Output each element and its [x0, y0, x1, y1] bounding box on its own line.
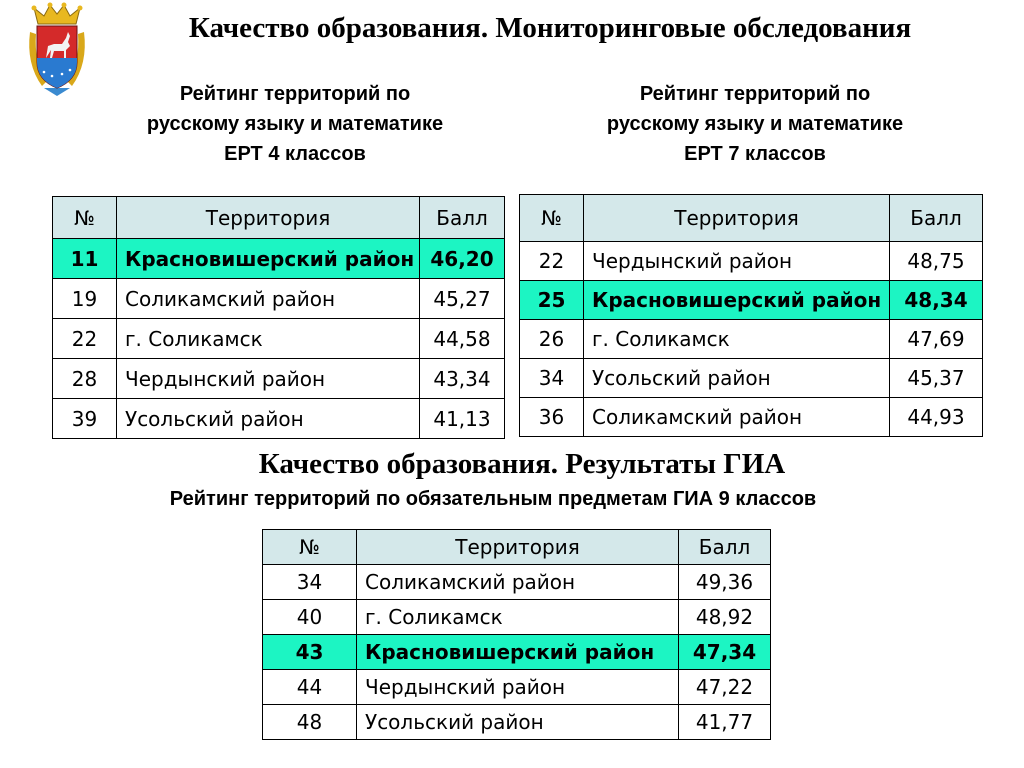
table-row	[520, 320, 983, 359]
table-row	[53, 359, 505, 399]
ept7-title-line: ЕРТ 7 классов	[684, 143, 826, 165]
row-score: 48,34	[890, 281, 983, 320]
row-score: 48,92	[679, 600, 771, 635]
row-number: 19	[53, 279, 117, 319]
row-territory: Усольский район	[584, 359, 890, 398]
row-number: 34	[263, 565, 357, 600]
column-header-territory: Территория	[584, 195, 890, 242]
row-territory: Усольский район	[117, 399, 420, 439]
column-header-score: Балл	[679, 530, 771, 565]
row-number: 40	[263, 600, 357, 635]
table-row	[263, 670, 771, 705]
row-score: 44,93	[890, 398, 983, 437]
row-territory: Красновишерский район	[584, 281, 890, 320]
row-number: 48	[263, 705, 357, 740]
row-territory: г. Соликамск	[357, 600, 679, 635]
row-score: 46,20	[420, 239, 505, 279]
row-territory: Красновишерский район	[117, 239, 420, 279]
row-territory: Соликамский район	[357, 565, 679, 600]
row-number: 11	[53, 239, 117, 279]
table-header-row	[520, 195, 983, 242]
row-number: 39	[53, 399, 117, 439]
row-score: 48,75	[890, 242, 983, 281]
gia-table-body	[263, 565, 771, 740]
row-territory: Соликамский район	[117, 279, 420, 319]
ept4-title	[60, 79, 530, 169]
row-number: 22	[53, 319, 117, 359]
row-territory: Красновишерский район	[357, 635, 679, 670]
column-header-score: Балл	[420, 197, 505, 239]
row-number: 36	[520, 398, 584, 437]
ept7-table-body	[520, 242, 983, 437]
column-header-number: №	[53, 197, 117, 239]
page-title: Качество образования. Мониторинговые обследования	[188, 12, 912, 44]
table-row	[53, 239, 505, 279]
row-number: 25	[520, 281, 584, 320]
table-row	[520, 242, 983, 281]
row-score: 43,34	[420, 359, 505, 399]
row-number: 44	[263, 670, 357, 705]
row-score: 41,77	[679, 705, 771, 740]
gia-rating-table	[262, 529, 771, 740]
table-row	[53, 399, 505, 439]
row-territory: г. Соликамск	[117, 319, 420, 359]
row-score: 49,36	[679, 565, 771, 600]
table-row	[263, 565, 771, 600]
row-territory: Чердынский район	[357, 670, 679, 705]
table-row	[520, 281, 983, 320]
ept4-title-line: русскому языку и математике	[146, 113, 444, 135]
ept4-title-line: ЕРТ 4 классов	[224, 143, 366, 165]
column-header-territory: Территория	[357, 530, 679, 565]
table-header-row	[263, 530, 771, 565]
ept4-table-body	[53, 239, 505, 439]
row-score: 47,34	[679, 635, 771, 670]
table-row	[263, 635, 771, 670]
ept4-title-line: Рейтинг территорий по	[179, 83, 411, 105]
table-row	[520, 398, 983, 437]
row-territory: г. Соликамск	[584, 320, 890, 359]
row-number: 26	[520, 320, 584, 359]
row-number: 28	[53, 359, 117, 399]
column-header-score: Балл	[890, 195, 983, 242]
row-score: 47,22	[679, 670, 771, 705]
column-header-number: №	[520, 195, 584, 242]
row-score: 47,69	[890, 320, 983, 359]
ept7-title	[520, 79, 990, 169]
row-score: 45,37	[890, 359, 983, 398]
table-row	[53, 319, 505, 359]
table-row	[520, 359, 983, 398]
row-territory: Усольский район	[357, 705, 679, 740]
row-number: 22	[520, 242, 584, 281]
ept7-title-line: Рейтинг территорий по	[639, 83, 871, 105]
row-score: 44,58	[420, 319, 505, 359]
row-territory: Чердынский район	[117, 359, 420, 399]
ept7-title-line: русскому языку и математике	[606, 113, 904, 135]
table-header-row	[53, 197, 505, 239]
gia-section-title: Качество образования. Результаты ГИА	[258, 448, 786, 480]
row-number: 34	[520, 359, 584, 398]
row-score: 45,27	[420, 279, 505, 319]
row-territory: Соликамский район	[584, 398, 890, 437]
ept7-rating-table	[519, 194, 983, 437]
ept4-rating-table	[52, 196, 505, 439]
column-header-territory: Территория	[117, 197, 420, 239]
gia-subtitle: Рейтинг территорий по обязательным предметам ГИА 9 классов	[169, 488, 817, 510]
row-territory: Чердынский район	[584, 242, 890, 281]
table-row	[263, 600, 771, 635]
column-header-number: №	[263, 530, 357, 565]
table-row	[53, 279, 505, 319]
table-row	[263, 705, 771, 740]
row-number: 43	[263, 635, 357, 670]
row-score: 41,13	[420, 399, 505, 439]
